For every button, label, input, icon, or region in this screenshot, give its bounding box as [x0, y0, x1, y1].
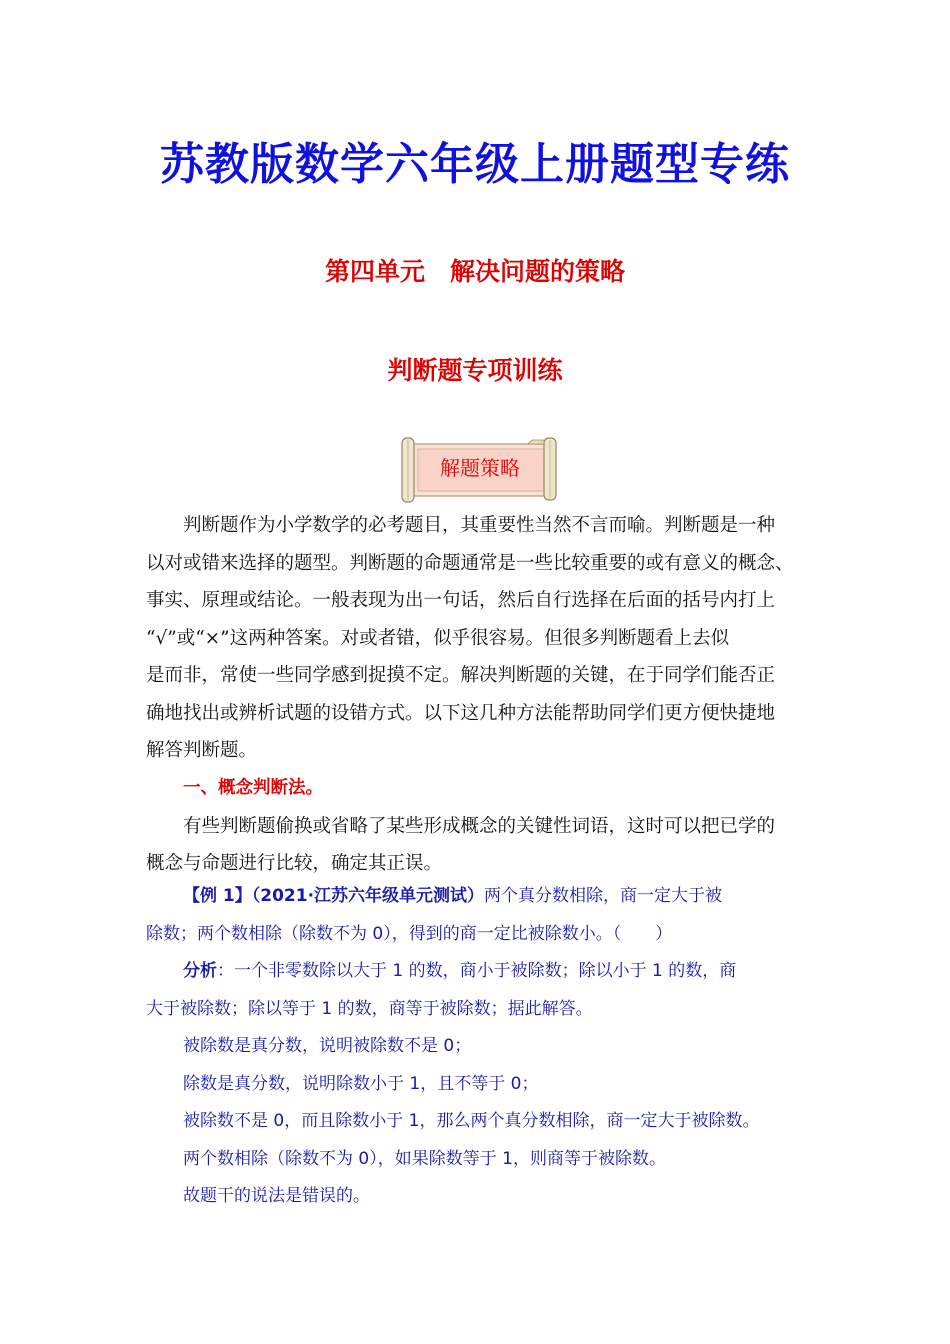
intro-line: 是而非，常使一些同学感到捉摸不定。解决判断题的关键，在于同学们能否正 [146, 665, 776, 686]
analysis-tag: 分析 [183, 961, 217, 981]
intro-line: “√”或“×”这两种答案。对或者错，似乎很容易。但很多判断题看上去似 [146, 627, 730, 649]
intro-paragraph [146, 507, 816, 770]
intro-line: 事实、原理或结论。一般表现为出一句话，然后自行选择在后面的括号内打上 [146, 590, 776, 611]
section-1 [146, 770, 816, 883]
example-1 [146, 878, 826, 1216]
analysis-line-2: 大于被除数；除以等于 1 的数，商等于被除数；据此解答。 [146, 998, 593, 1019]
example-question-text: 两个真分数相除，商一定大于被 [484, 886, 723, 906]
section-subtitle: 判断题专项训练 [387, 356, 563, 385]
section-line: 概念与命题进行比较，确定其正误。 [146, 853, 443, 874]
example-question-line-2: 除数；两个数相除（除数不为 0），得到的商一定比被除数小。（ ） [146, 923, 673, 944]
solution-step: 除数是真分数，说明除数小于 1，且不等于 0； [183, 1073, 539, 1094]
section-heading: 一、概念判断法。 [183, 778, 323, 798]
solution-step: 两个数相除（除数不为 0），如果除数等于 1，则商等于被除数。 [183, 1148, 666, 1169]
intro-line: 确地找出或辨析试题的设错方式。以下这几种方法能帮助同学们更方便快捷地 [146, 702, 776, 724]
unit-title: 第四单元 解决问题的策略 [324, 257, 625, 286]
intro-line: 判断题作为小学数学的必考题目，其重要性当然不言而喻。判断题是一种 [183, 515, 776, 536]
section-line: 有些判断题偷换或省略了某些形成概念的关键性词语，这时可以把已学的 [183, 815, 776, 837]
solution-step: 被除数不是 0，而且除数小于 1，那么两个真分数相除，商一定大于被除数。 [183, 1111, 760, 1131]
example-tag: 【例 1】 [183, 886, 252, 906]
example-question-line-1 [146, 878, 826, 916]
document-title: 苏教版数学六年级上册题型专练 [160, 139, 790, 190]
intro-line: 解答判断题。 [146, 740, 258, 761]
analysis-line-1 [146, 953, 826, 991]
solution-step: 被除数是真分数，说明被除数不是 0； [183, 1036, 472, 1056]
banner-label: 解题策略 [440, 456, 520, 480]
solution-step: 故题干的说法是错误的。 [183, 1186, 370, 1206]
analysis-text: ：一个非零数除以大于 1 的数，商小于被除数；除以小于 1 的数，商 [217, 961, 737, 981]
example-source: （2021·江苏六年级单元测试） [251, 886, 485, 906]
intro-line: 以对或错来选择的题型。判断题的命题通常是一些比较重要的或有意义的概念、 [146, 552, 794, 574]
